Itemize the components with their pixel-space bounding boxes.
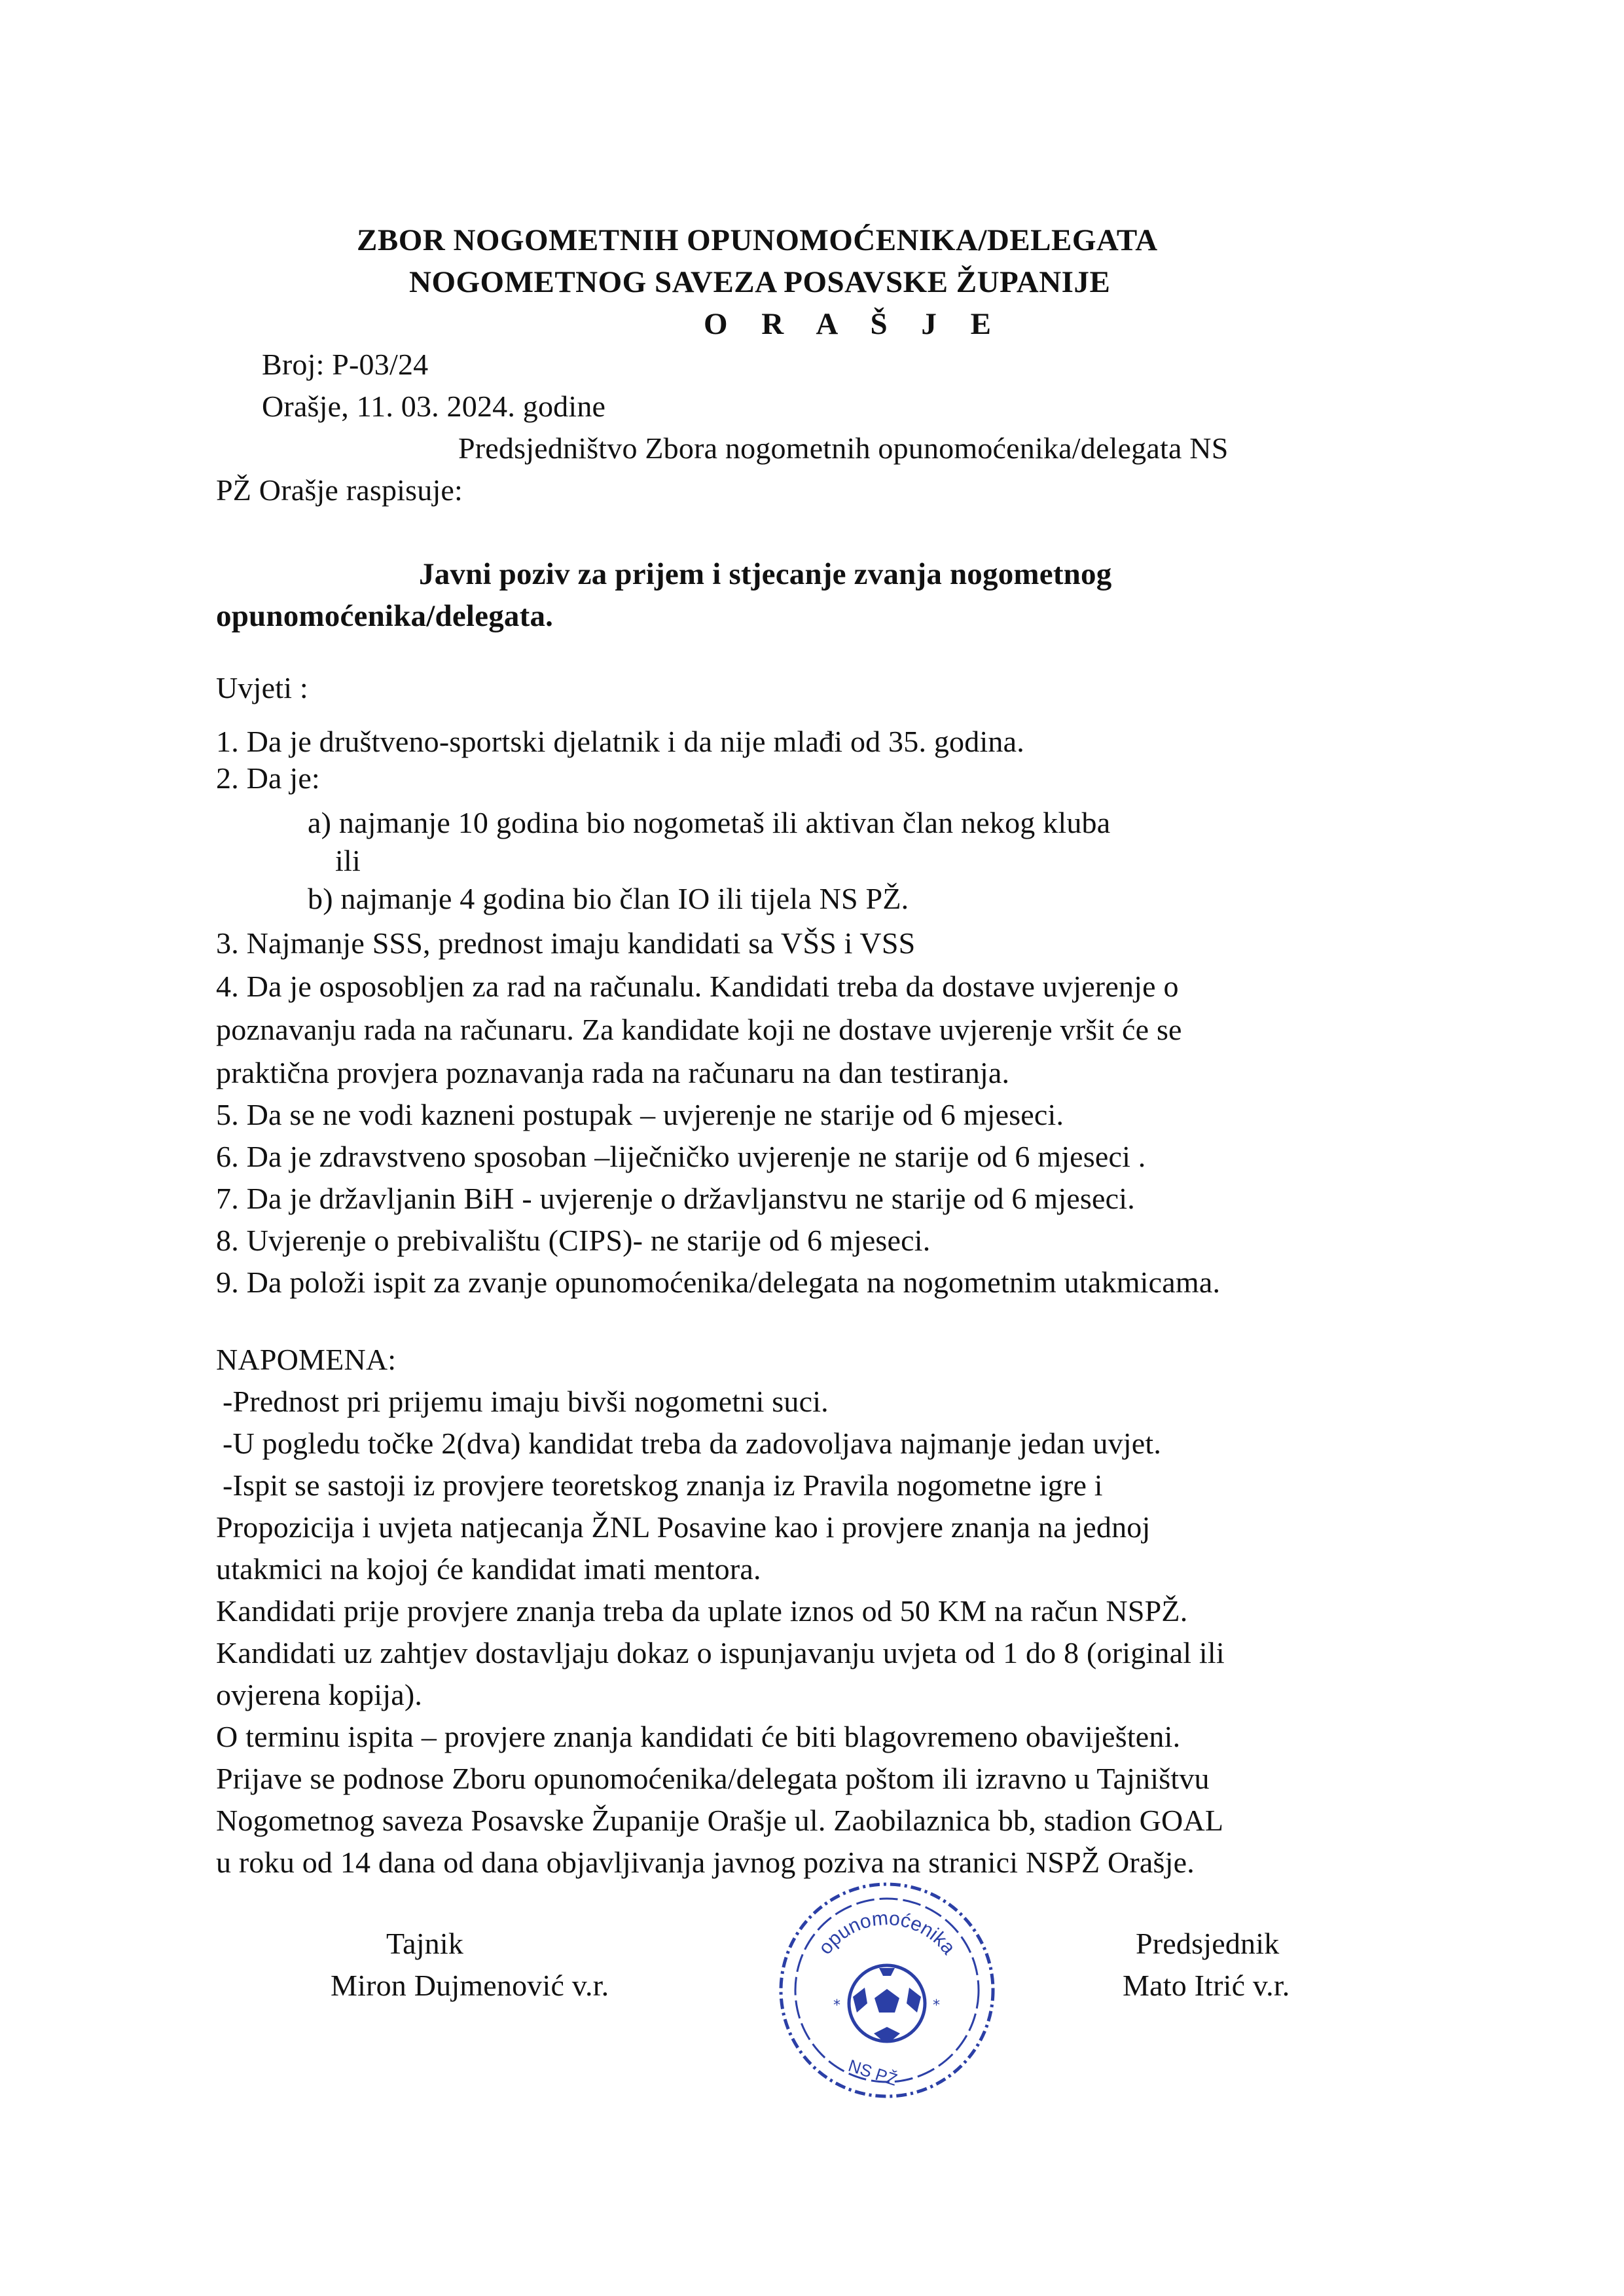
condition-line: 9. Da položi ispit za zvanje opunomoćenika/delegata na nogometnim utakmicama. [216,1266,1221,1299]
intro-line-1: Predsjedništvo Zbora nogometnih opunomoćenika/delegata NS [458,431,1229,465]
note-line: Nogometnog saveza Posavske Županije Orašje ul. Zaobilaznica bb, stadion GOAL [216,1804,1224,1837]
condition-line: 7. Da je državljanin BiH - uvjerenje o državljanstvu ne starije od 6 mjeseci. [216,1182,1135,1215]
title-line-2: opunomoćenika/delegata. [216,599,554,633]
intro-line-2: PŽ Orašje raspisuje: [216,473,463,507]
condition-line: poznavanju rada na računaru. Za kandidate koji ne dostave uvjerenje vršit će se [216,1013,1182,1046]
note-line: -Prednost pri prijemu imaju bivši nogometni suci. [223,1385,829,1418]
note-line: -Ispit se sastoji iz provjere teoretskog znanja iz Pravila nogometne igre i [223,1468,1103,1502]
president-name: Mato Itrić v.r. [1123,1969,1290,2002]
condition-line: 3. Najmanje SSS, prednost imaju kandidati sa VŠS i VSS [216,926,916,960]
condition-line: 8. Uvjerenje o prebivalištu (CIPS)- ne starije od 6 mjeseci. [216,1224,931,1257]
note-line: Prijave se podnose Zboru opunomoćenika/delegata poštom ili izravno u Tajništvu [216,1762,1210,1795]
football-icon [849,1965,925,2041]
secretary-name: Miron Dujmenović v.r. [331,1969,609,2002]
header-line-1: ZBOR NOGOMETNIH OPUNOMOĆENIKA/DELEGATA [357,223,1158,257]
stamp-text-bottom: NS PŽ [846,2055,900,2090]
conditions-heading: Uvjeti : [216,671,308,704]
condition-line: b) najmanje 4 godina bio član IO ili tijela NS PŽ. [308,882,909,915]
note-line: u roku od 14 dana od dana objavljivanja javnog poziva na stranici NSPŽ Orašje. [216,1846,1195,1879]
president-title: Predsjednik [1136,1927,1280,1960]
note-line: -U pogledu točke 2(dva) kandidat treba da zadovoljava najmanje jedan uvjet. [223,1427,1162,1460]
condition-line: a) najmanje 10 godina bio nogometaš ili aktivan član nekog kluba [308,806,1111,839]
condition-line: 2. Da je: [216,761,320,795]
note-line: Kandidati prije provjere znanja treba da uplate iznos od 50 KM na račun NSPŽ. [216,1594,1188,1628]
note-line: utakmici na kojoj će kandidat imati mentora. [216,1552,761,1586]
stamp-star-right: * [933,1997,940,2014]
condition-line: 6. Da je zdravstveno sposoban –liječničko uvjerenje ne starije od 6 mjeseci . [216,1140,1146,1173]
secretary-title: Tajnik [386,1927,464,1960]
stamp-text-top: opunomoćenika [814,1907,960,1959]
condition-line: 1. Da je društveno-sportski djelatnik i da nije mlađi od 35. godina. [216,725,1024,758]
header-line-2: NOGOMETNOG SAVEZA POSAVSKE ŽUPANIJE [409,265,1111,299]
document-number: Broj: P-03/24 [262,348,429,381]
header-line-3: O R A Š J E [704,307,1004,341]
condition-line: 5. Da se ne vodi kazneni postupak – uvjerenje ne starije od 6 mjeseci. [216,1098,1064,1131]
place-date: Orašje, 11. 03. 2024. godine [262,390,606,423]
stamp-star-left: * [833,1997,840,2014]
note-line: ovjerena kopija). [216,1678,423,1711]
condition-line: ili [335,844,361,877]
note-heading: NAPOMENA: [216,1343,397,1376]
note-line: O terminu ispita – provjere znanja kandidati će biti blagovremeno obaviješteni. [216,1720,1181,1753]
note-line: Propozicija i uvjeta natjecanja ŽNL Posavine kao i provjere znanja na jednoj [216,1510,1151,1544]
title-line-1: Javni poziv za prijem i stjecanje zvanja nogometnog [419,557,1112,591]
official-stamp [769,1872,1005,2108]
condition-line: praktična provjera poznavanja rada na računaru na dan testiranja. [216,1056,1010,1089]
note-line: Kandidati uz zahtjev dostavljaju dokaz o ispunjavanju uvjeta od 1 do 8 (original ili [216,1636,1225,1669]
condition-line: 4. Da je osposobljen za rad na računalu. Kandidati treba da dostave uvjerenje o [216,970,1179,1003]
